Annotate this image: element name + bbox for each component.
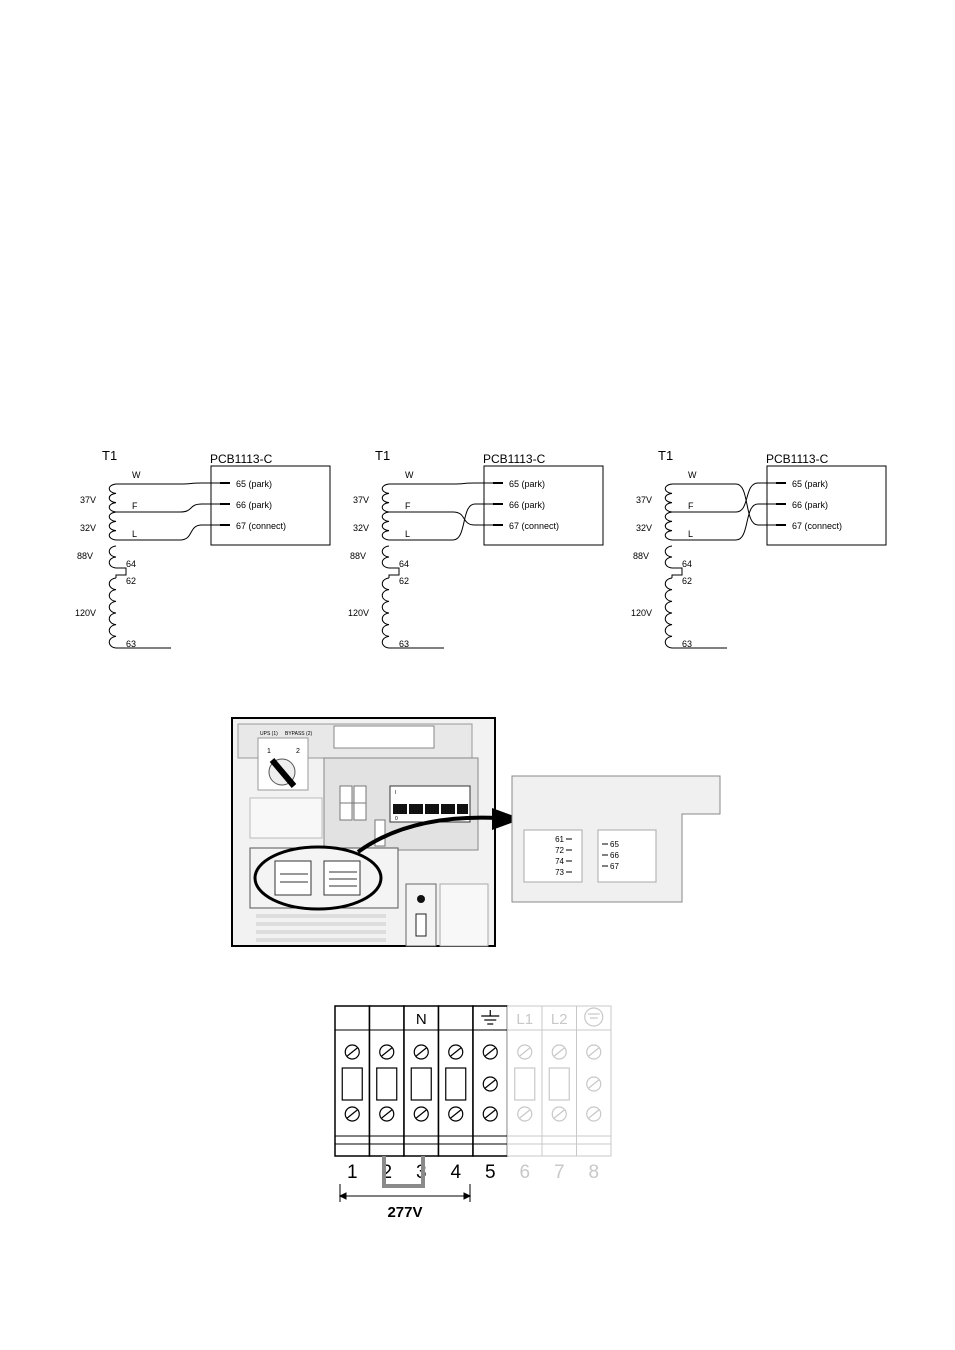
- tap-63-terminal: [727, 646, 731, 650]
- tap-62-label: 62: [126, 576, 137, 586]
- transformer-windings: [382, 484, 445, 648]
- terminal-top-label: L2: [550, 1011, 568, 1028]
- voltage-120-label: 120V: [631, 608, 653, 618]
- terminal-67-label: 67 (connect): [509, 521, 560, 531]
- transformer-windings: [109, 484, 172, 648]
- terminal-65-label: 65 (park): [509, 479, 546, 489]
- voltage-32-label: 32V: [636, 523, 653, 533]
- winding-l-label: L: [132, 529, 138, 539]
- screw-icon[interactable]: [552, 1045, 566, 1059]
- terminal-number: 2: [381, 1162, 393, 1183]
- screw-icon[interactable]: [449, 1045, 463, 1059]
- winding-f-label: F: [132, 501, 138, 511]
- wire-f-67: [389, 512, 493, 525]
- switch-label-ups: UPS (1): [260, 731, 278, 737]
- terminal-1[interactable]: [335, 1006, 370, 1183]
- screw-icon[interactable]: [345, 1045, 359, 1059]
- transformer-windings: [665, 484, 728, 648]
- transformer-label: T1: [102, 448, 118, 463]
- detail-terminal-66: 66: [610, 851, 619, 860]
- terminal-window: [549, 1068, 569, 1100]
- voltage-label: 277V: [387, 1204, 423, 1221]
- voltage-88-label: 88V: [350, 551, 367, 561]
- detail-terminal-67: 67: [610, 862, 619, 871]
- detail-terminal-65: 65: [610, 840, 619, 849]
- terminal-number: 8: [588, 1162, 600, 1183]
- voltage-88-label: 88V: [633, 551, 650, 561]
- ups-cabinet-illustration: [230, 716, 730, 950]
- transformer-schematic-a: [72, 440, 362, 660]
- wire-w-65: [116, 483, 220, 484]
- terminal-top-label: N: [415, 1011, 427, 1028]
- breaker-on-label: I: [395, 790, 397, 796]
- terminal-number: 7: [553, 1162, 565, 1183]
- voltage-37-label: 37V: [80, 495, 97, 505]
- winding-l-label: L: [688, 529, 694, 539]
- voltage-37-label: 37V: [636, 495, 653, 505]
- terminal-number: 6: [519, 1162, 531, 1183]
- detail-terminal-72: 72: [555, 846, 564, 855]
- label-plate: [334, 726, 434, 748]
- voltage-120-label: 120V: [348, 608, 370, 618]
- detail-terminal-61: 61: [555, 835, 564, 844]
- switch-pos-1: 1: [267, 748, 271, 755]
- winding-f-label: F: [688, 501, 694, 511]
- terminal-window: [515, 1068, 535, 1100]
- terminal-strip-left: [250, 798, 322, 838]
- screw-icon[interactable]: [483, 1045, 497, 1059]
- terminal-window: [411, 1068, 431, 1100]
- terminal-window: [446, 1068, 466, 1100]
- terminal-number: 5: [484, 1162, 496, 1183]
- switch-pos-2: 2: [296, 748, 300, 755]
- tap-63-terminal: [444, 646, 448, 650]
- voltage-32-label: 32V: [353, 523, 370, 533]
- screw-icon[interactable]: [587, 1077, 601, 1091]
- detail-terminal-74: 74: [555, 857, 564, 866]
- terminal-66-label: 66 (park): [236, 500, 273, 510]
- breaker-off-label: 0: [395, 816, 398, 822]
- terminal-number: 3: [415, 1162, 427, 1183]
- transformer-label: T1: [375, 448, 391, 463]
- screw-icon[interactable]: [552, 1107, 566, 1121]
- winding-w-label: W: [688, 470, 697, 480]
- board-label: PCB1113-C: [766, 452, 829, 466]
- transformer-schematic-c: [628, 440, 918, 660]
- tap-62-label: 62: [682, 576, 693, 586]
- screw-icon[interactable]: [380, 1045, 394, 1059]
- terminal-67-label: 67 (connect): [236, 521, 287, 531]
- screw-icon[interactable]: [449, 1107, 463, 1121]
- screw-icon[interactable]: [587, 1045, 601, 1059]
- terminal-65-label: 65 (park): [792, 479, 829, 489]
- terminal-top-label: L1: [516, 1011, 534, 1028]
- screw-icon[interactable]: [414, 1107, 428, 1121]
- terminal-66-label: 66 (park): [509, 500, 546, 510]
- screw-icon[interactable]: [483, 1077, 497, 1091]
- voltage-88-label: 88V: [77, 551, 94, 561]
- terminal-number: 1: [346, 1162, 358, 1183]
- tap-63-label: 63: [682, 639, 693, 649]
- screw-icon[interactable]: [380, 1107, 394, 1121]
- tap-63-terminal: [171, 646, 175, 650]
- screw-icon[interactable]: [518, 1045, 532, 1059]
- terminal-65-label: 65 (park): [236, 479, 273, 489]
- winding-w-label: W: [405, 470, 414, 480]
- detail-block-left: [524, 830, 582, 882]
- terminal-4[interactable]: [439, 1006, 474, 1183]
- tap-64-label: 64: [399, 559, 410, 569]
- terminal-67-label: 67 (connect): [792, 521, 843, 531]
- screw-icon[interactable]: [483, 1107, 497, 1121]
- screw-icon[interactable]: [414, 1045, 428, 1059]
- terminal-window: [342, 1068, 362, 1100]
- voltage-37-label: 37V: [353, 495, 370, 505]
- voltage-32-label: 32V: [80, 523, 97, 533]
- tap-64-label: 64: [682, 559, 693, 569]
- winding-l-label: L: [405, 529, 411, 539]
- transformer-schematic-b: [345, 440, 635, 660]
- tap-63-label: 63: [399, 639, 410, 649]
- terminal-6[interactable]: [508, 1006, 543, 1183]
- tap-62-label: 62: [399, 576, 410, 586]
- tap-63-label: 63: [126, 639, 137, 649]
- detail-terminal-73: 73: [555, 868, 564, 877]
- transformer-label: T1: [658, 448, 674, 463]
- screw-icon[interactable]: [518, 1107, 532, 1121]
- terminal-7[interactable]: [542, 1006, 577, 1183]
- screw-icon[interactable]: [345, 1107, 359, 1121]
- terminal-block-diagram: [330, 1004, 620, 1222]
- tap-64-label: 64: [126, 559, 137, 569]
- terminal-2[interactable]: [370, 1006, 405, 1183]
- side-panel: [440, 884, 488, 946]
- screw-icon[interactable]: [587, 1107, 601, 1121]
- board-label: PCB1113-C: [483, 452, 546, 466]
- wire-w-65: [389, 483, 493, 484]
- switch-label-bypass: BYPASS (2): [285, 731, 313, 737]
- voltage-120-label: 120V: [75, 608, 97, 618]
- winding-f-label: F: [405, 501, 411, 511]
- terminal-window: [377, 1068, 397, 1100]
- terminal-number: 4: [450, 1162, 462, 1183]
- ups-bypass-rotary-switch[interactable]: [258, 731, 312, 790]
- terminal-8[interactable]: [577, 1006, 612, 1183]
- terminal-66-label: 66 (park): [792, 500, 829, 510]
- board-label: PCB1113-C: [210, 452, 273, 466]
- indicator-dot: [417, 895, 425, 903]
- terminal-5[interactable]: [473, 1006, 508, 1183]
- serial-port-icon[interactable]: [416, 914, 426, 936]
- winding-w-label: W: [132, 470, 141, 480]
- detail-block-right: [598, 830, 656, 882]
